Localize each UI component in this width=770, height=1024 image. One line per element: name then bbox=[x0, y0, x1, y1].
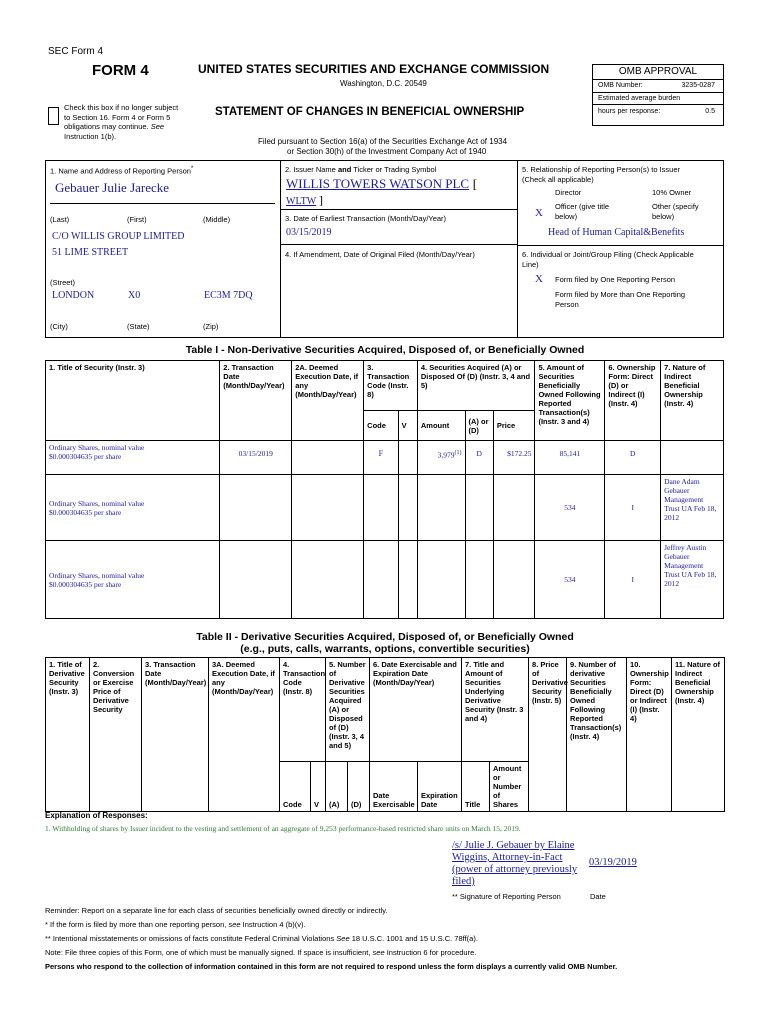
box5-label bbox=[522, 165, 680, 185]
table2-title-subheader: Title bbox=[462, 762, 490, 812]
table1-row bbox=[46, 441, 724, 475]
last-label: (Last) bbox=[50, 215, 70, 224]
table1-col2a-header: 2A. Deemed Execution Date, if any (Month/Day/Year) bbox=[292, 361, 364, 441]
note-see: see bbox=[372, 948, 385, 957]
more-option-line: Person bbox=[555, 300, 579, 309]
security-title-line: Ordinary Shares, nominal value bbox=[49, 498, 145, 508]
omb-number-label: OMB Number: bbox=[598, 82, 643, 89]
other-option[interactable] bbox=[652, 202, 699, 222]
security-title-line: Ordinary Shares, nominal value bbox=[49, 570, 145, 580]
officer-option[interactable] bbox=[555, 202, 609, 222]
deemed-date-cell bbox=[292, 475, 364, 541]
aord-cell bbox=[465, 541, 493, 619]
other-option-line: below) bbox=[652, 212, 675, 221]
owned-following-cell: 534 bbox=[535, 475, 605, 541]
security-title-line: $0.000304635 per share bbox=[49, 579, 122, 589]
note-copies bbox=[45, 948, 476, 957]
owned-following-cell: 534 bbox=[535, 541, 605, 619]
security-title-line: $0.000304635 per share bbox=[49, 507, 122, 517]
ticker-link[interactable]: WLTW bbox=[286, 196, 317, 207]
checkbox-text-fragment: obligations may continue. bbox=[64, 122, 149, 131]
state-value: X0 bbox=[128, 290, 141, 301]
table2-title-line: Table II - Derivative Securities Acquired, Disposed of, or Beneficially Owned bbox=[196, 631, 574, 643]
explanation-label: Explanation of Responses: bbox=[45, 811, 148, 820]
omb-approval-box bbox=[592, 64, 724, 126]
divider bbox=[280, 244, 517, 245]
table2-col5-header: 5. Number of Derivative Securities Acquired (A) or Disposed of (D) (Instr. 3, 4 and 5) bbox=[326, 658, 370, 762]
footnote-ref[interactable]: (1) bbox=[454, 450, 462, 456]
divider bbox=[517, 160, 518, 338]
name-underline bbox=[50, 203, 275, 204]
table1-amount-subheader: Amount bbox=[417, 411, 465, 441]
transaction-code-cell: F bbox=[364, 441, 398, 475]
divider bbox=[280, 209, 517, 210]
amount-cell bbox=[417, 475, 465, 541]
table2-d-subheader: (D) bbox=[348, 762, 370, 812]
table2-v-subheader: V bbox=[311, 762, 326, 812]
first-label: (First) bbox=[127, 215, 147, 224]
amount-value: 3,979 bbox=[437, 450, 455, 460]
officer-check-mark[interactable]: X bbox=[535, 207, 543, 219]
table2-header-row bbox=[46, 658, 725, 762]
table1-aord-subheader: (A) or (D) bbox=[465, 411, 493, 441]
signature-date bbox=[589, 857, 637, 868]
security-title-cell bbox=[46, 541, 220, 619]
filed-pursuant-line-2: or Section 30(h) of the Investment Company Act of 1940 bbox=[287, 147, 487, 156]
checkbox-text-line: to Section 16. Form 4 or Form 5 bbox=[64, 112, 171, 122]
table1-row bbox=[46, 541, 724, 619]
table2-col11-header: 11. Nature of Indirect Beneficial Ownership (Instr. 4) bbox=[672, 658, 725, 812]
table1-col6-header: 6. Ownership Form: Direct (D) or Indirect (I) (Instr. 4) bbox=[605, 361, 661, 441]
more-option-line: Form filed by More than One Reporting bbox=[555, 290, 686, 299]
omb-number-row bbox=[593, 80, 723, 93]
table1-col7-header: 7. Nature of Indirect Beneficial Ownership (Instr. 4) bbox=[661, 361, 724, 441]
note-text: Instruction 6 for procedure. bbox=[386, 948, 477, 957]
table2-code-subheader: Code bbox=[280, 762, 311, 812]
officer-title-value: Head of Human Capital&Benefits bbox=[548, 227, 685, 238]
address-line-1: C/O WILLIS GROUP LIMITED bbox=[52, 231, 185, 242]
city-label: (City) bbox=[50, 322, 68, 331]
note-text: 18 U.S.C. 1001 and 15 U.S.C. 78ff(a). bbox=[351, 934, 478, 943]
table1-header-row bbox=[46, 361, 724, 411]
table2 bbox=[45, 657, 725, 812]
security-title-line: $0.000304635 per share bbox=[49, 452, 122, 461]
signature-date-link: 03/19/2019 bbox=[589, 857, 637, 868]
one-person-check-mark[interactable]: X bbox=[535, 273, 543, 285]
security-title-cell bbox=[46, 441, 220, 475]
issuer-name-link[interactable]: WILLIS TOWERS WATSON PLC bbox=[286, 176, 470, 191]
transaction-date-cell: 03/15/2019 bbox=[220, 441, 292, 475]
amount-cell bbox=[417, 441, 465, 475]
table2-col8-header: 8. Price of Derivative Security (Instr. 5) bbox=[529, 658, 567, 812]
box1-label-text: 1. Name and Address of Reporting Person bbox=[50, 166, 191, 176]
table1-price-subheader: Price bbox=[493, 411, 535, 441]
reporting-person-link[interactable]: Gebauer Julie Jarecke bbox=[55, 180, 170, 195]
note-text: ** Intentional misstatements or omissions of facts constitute Federal Criminal Violations bbox=[45, 934, 335, 943]
checkbox-text-line: Check this box if no longer subject bbox=[64, 103, 179, 112]
other-option-line: Other (specify bbox=[652, 202, 699, 211]
box6-label-line: 6. Individual or Joint/Group Filing (Check Applicable bbox=[522, 250, 694, 259]
note-see: See bbox=[336, 934, 350, 943]
table1-col4-header: 4. Securities Acquired (A) or Disposed Of (D) (Instr. 3, 4 and 5) bbox=[417, 361, 535, 411]
box2-label-part: Ticker or Trading Symbol bbox=[353, 165, 437, 174]
table2-col3-header: 3. Transaction Date (Month/Day/Year) bbox=[142, 658, 209, 812]
box2-label-and: and bbox=[337, 165, 352, 174]
table2-col6-header: 6. Date Exercisable and Expiration Date (Month/Day/Year) bbox=[370, 658, 462, 762]
amount-cell bbox=[417, 541, 465, 619]
omb-number-value: 3235-0287 bbox=[681, 82, 715, 89]
ticker-row bbox=[286, 193, 323, 208]
date-label: Date bbox=[590, 892, 606, 901]
nature-cell bbox=[661, 441, 724, 475]
ten-percent-owner-option[interactable]: 10% Owner bbox=[652, 188, 692, 197]
table2-title-line: (e.g., puts, calls, warrants, options, convertible securities) bbox=[240, 643, 530, 655]
officer-option-line: below) bbox=[555, 212, 578, 221]
table1-col2-header: 2. Transaction Date (Month/Day/Year) bbox=[220, 361, 292, 441]
table1-col1-header: 1. Title of Security (Instr. 3) bbox=[46, 361, 220, 441]
deemed-date-cell bbox=[292, 541, 364, 619]
box2-label-part: 2. Issuer Name bbox=[285, 165, 336, 174]
commission-title: UNITED STATES SECURITIES AND EXCHANGE COMMISSION bbox=[198, 62, 550, 76]
note-text: * If the form is filed by more than one reporting person, bbox=[45, 920, 227, 929]
v-cell bbox=[398, 441, 417, 475]
table1-code-subheader: Code bbox=[364, 411, 398, 441]
more-reporting-persons-option[interactable] bbox=[555, 290, 685, 310]
table2-col2-header: 2. Conversion or Exercise Price of Derivative Security bbox=[90, 658, 142, 812]
earliest-transaction-date: 03/15/2019 bbox=[286, 227, 332, 238]
aord-cell bbox=[465, 475, 493, 541]
transaction-date-cell bbox=[220, 475, 292, 541]
box5-label-line: (Check all applicable) bbox=[522, 175, 594, 184]
checkbox-text-line bbox=[64, 122, 194, 132]
nature-cell: Dane Adam Gebauer Management Trust UA Feb 18, 2012 bbox=[661, 475, 724, 541]
omb-burden-label: Estimated average burden bbox=[593, 93, 723, 105]
zip-label: (Zip) bbox=[203, 322, 219, 331]
no-longer-subject-checkbox[interactable] bbox=[48, 107, 59, 125]
footnote-1: 1. Withholding of shares by Issuer incident to the vesting and settlement of an aggregate of 9,253 performance-based restricted share units on March 15, 2019. bbox=[45, 824, 521, 833]
table1-v-subheader: V bbox=[398, 411, 417, 441]
omb-hours-row bbox=[593, 105, 723, 115]
deemed-date-cell bbox=[292, 441, 364, 475]
table2-date-exercisable-subheader: Date Exercisable bbox=[370, 762, 418, 812]
statement-title: STATEMENT OF CHANGES IN BENEFICIAL OWNERSHIP bbox=[215, 106, 525, 118]
box3-label: 3. Date of Earliest Transaction (Month/Day/Year) bbox=[285, 214, 447, 223]
table1-col3-header: 3. Transaction Code (Instr. 8) bbox=[364, 361, 418, 411]
ticker-bracket: [ bbox=[472, 176, 478, 191]
table2-col10-header: 10. Ownership Form: Direct (D) or Indirect (I) (Instr. 4) bbox=[627, 658, 672, 812]
ownership-form-cell: I bbox=[605, 475, 661, 541]
table2-col4-header: 4. Transaction Code (Instr. 8) bbox=[280, 658, 326, 762]
box4-label: 4. If Amendment, Date of Original Filed (Month/Day/Year) bbox=[285, 250, 475, 259]
zip-value: EC3M 7DQ bbox=[204, 290, 253, 301]
price-cell bbox=[493, 541, 535, 619]
note-see: see bbox=[228, 920, 241, 929]
price-cell bbox=[493, 475, 535, 541]
issuer-row bbox=[286, 176, 477, 192]
v-cell bbox=[398, 475, 417, 541]
signature-label: ** Signature of Reporting Person bbox=[452, 892, 561, 901]
director-option[interactable]: Director bbox=[555, 188, 582, 197]
security-title-cell bbox=[46, 475, 220, 541]
table2-col1-header: 1. Title of Derivative Security (Instr. 3) bbox=[46, 658, 90, 812]
reminder-note: Reminder: Report on a separate line for each class of securities beneficially owned directly or indirectly. bbox=[45, 906, 388, 915]
box2-label bbox=[285, 165, 436, 174]
one-reporting-person-option[interactable]: Form filed by One Reporting Person bbox=[555, 275, 676, 284]
table2-title bbox=[0, 631, 770, 655]
omb-hours-value: 0.5 bbox=[705, 108, 715, 115]
officer-option-line: Officer (give title bbox=[555, 202, 610, 211]
box1-label: 1. Name and Address of Reporting Person* bbox=[50, 165, 194, 176]
checkbox-see-text: See bbox=[150, 122, 165, 131]
checkbox-text-line: Instruction 1(b). bbox=[64, 131, 117, 141]
commission-city: Washington, D.C. 20549 bbox=[340, 79, 427, 88]
table2-a-subheader: (A) bbox=[326, 762, 348, 812]
omb-notice: Persons who respond to the collection of information contained in this form are not required to respond unless the form displays a currently valid OMB Number. bbox=[45, 962, 618, 971]
transaction-code-cell bbox=[364, 475, 398, 541]
state-label: (State) bbox=[127, 322, 150, 331]
security-title-line: Ordinary Shares, nominal value bbox=[49, 443, 145, 452]
checkbox-instructions bbox=[64, 103, 194, 141]
owned-following-cell: 85,141 bbox=[535, 441, 605, 475]
ticker-bracket: ] bbox=[318, 193, 323, 207]
reporting-person-name[interactable] bbox=[55, 180, 169, 196]
omb-hours-label: hours per response: bbox=[598, 108, 661, 115]
price-cell: $172.25 bbox=[493, 441, 535, 475]
box5-label-line: 5. Relationship of Reporting Person(s) to Issuer bbox=[522, 165, 680, 174]
note-text: Note: File three copies of this Form, one of which must be manually signed. If space is insufficient, bbox=[45, 948, 371, 957]
table1-col5-header: 5. Amount of Securities Beneficially Owned Following Reported Transaction(s) (Instr. 3 and 4) bbox=[535, 361, 605, 441]
transaction-date-cell bbox=[220, 541, 292, 619]
note-misstatements bbox=[45, 934, 478, 943]
table2-col7-header: 7. Title and Amount of Securities Underlying Derivative Security (Instr. 3 and 4) bbox=[462, 658, 529, 762]
signature-block[interactable] bbox=[452, 840, 588, 888]
transaction-code-cell bbox=[364, 541, 398, 619]
table2-expiration-subheader: Expiration Date bbox=[418, 762, 462, 812]
form-title: FORM 4 bbox=[92, 62, 149, 79]
omb-approval-title: OMB APPROVAL bbox=[593, 65, 723, 80]
nature-cell: Jeffrey Austin Gebauer Management Trust UA Feb 18, 2012 bbox=[661, 541, 724, 619]
divider bbox=[280, 160, 281, 338]
ownership-form-cell: D bbox=[605, 441, 661, 475]
table1-row bbox=[46, 475, 724, 541]
middle-label: (Middle) bbox=[203, 215, 231, 224]
table2-amount-subheader: Amount or Number of Shares bbox=[490, 762, 529, 812]
ownership-form-cell: I bbox=[605, 541, 661, 619]
signature-link[interactable]: /s/ Julie J. Gebauer by Elaine Wiggins, Attorney-in-Fact (power of attorney previously filed) bbox=[452, 840, 578, 887]
box6-label-line: Line) bbox=[522, 260, 539, 269]
filed-pursuant-line-1: Filed pursuant to Section 16(a) of the Securities Exchange Act of 1934 bbox=[258, 137, 508, 146]
table1-title: Table I - Non-Derivative Securities Acquired, Disposed of, or Beneficially Owned bbox=[185, 344, 585, 356]
table2-col3a-header: 3A. Deemed Execution Date, if any (Month/Day/Year) bbox=[209, 658, 280, 812]
note-multiple-persons bbox=[45, 920, 306, 929]
street-label: (Street) bbox=[50, 278, 76, 287]
address-line-2: 51 LIME STREET bbox=[52, 247, 129, 258]
city-value: LONDON bbox=[52, 290, 95, 301]
note-text: Instruction 4 (b)(v). bbox=[242, 920, 306, 929]
aord-cell: D bbox=[465, 441, 493, 475]
sec-form-label: SEC Form 4 bbox=[48, 46, 104, 57]
divider bbox=[517, 245, 724, 246]
table1 bbox=[45, 360, 724, 619]
box6-label bbox=[522, 250, 694, 270]
v-cell bbox=[398, 541, 417, 619]
table2-col9-header: 9. Number of derivative Securities Beneficially Owned Following Reported Transaction(s) (Instr. 4) bbox=[567, 658, 627, 812]
